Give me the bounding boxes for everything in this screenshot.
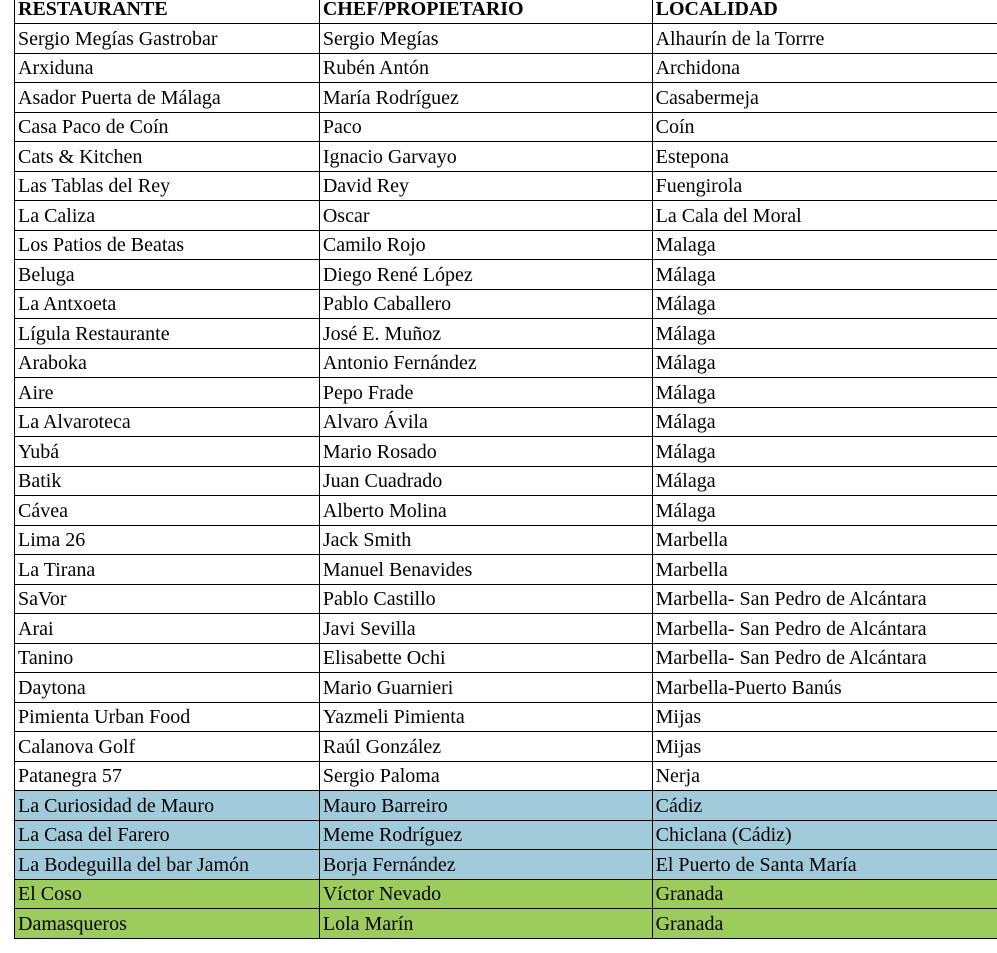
chef-cell[interactable]: Lola Marín	[319, 909, 652, 939]
table-row	[15, 407, 997, 437]
chef-cell[interactable]: Elisabette Ochi	[319, 643, 652, 673]
restaurant-cell[interactable]: La Curiosidad de Mauro	[15, 791, 320, 821]
restaurant-cell[interactable]: Yubá	[15, 437, 320, 467]
table-row	[15, 230, 997, 260]
table-row	[15, 614, 997, 644]
location-cell[interactable]: Cádiz	[652, 791, 997, 821]
restaurant-cell[interactable]: La Bodeguilla del bar Jamón	[15, 850, 320, 880]
table-row	[15, 761, 997, 791]
restaurant-cell[interactable]: Las Tablas del Rey	[15, 171, 320, 201]
header-row	[15, 0, 997, 24]
location-cell[interactable]: Marbella- San Pedro de Alcántara	[652, 643, 997, 673]
table-row	[15, 24, 997, 54]
table-row	[15, 53, 997, 83]
restaurant-cell[interactable]: Calanova Golf	[15, 732, 320, 762]
chef-cell[interactable]: Borja Fernández	[319, 850, 652, 880]
location-cell[interactable]: Coín	[652, 112, 997, 142]
restaurant-table	[14, 0, 997, 939]
table-row	[15, 525, 997, 555]
location-cell[interactable]: Chiclana (Cádiz)	[652, 820, 997, 850]
table-row	[15, 496, 997, 526]
restaurant-cell[interactable]: Daytona	[15, 673, 320, 703]
table-row	[15, 673, 997, 703]
restaurant-cell[interactable]: Cats & Kitchen	[15, 142, 320, 172]
restaurant-cell[interactable]: Batik	[15, 466, 320, 496]
chef-cell[interactable]: Meme Rodríguez	[319, 820, 652, 850]
restaurant-cell[interactable]: La Caliza	[15, 201, 320, 231]
table-row	[15, 171, 997, 201]
chef-cell[interactable]: Paco	[319, 112, 652, 142]
location-cell[interactable]: El Puerto de Santa María	[652, 850, 997, 880]
location-cell[interactable]: Málaga	[652, 466, 997, 496]
chef-cell[interactable]: Rubén Antón	[319, 53, 652, 83]
chef-cell[interactable]: Jack Smith	[319, 525, 652, 555]
location-cell[interactable]: Málaga	[652, 319, 997, 349]
location-cell[interactable]: Málaga	[652, 348, 997, 378]
table-row	[15, 879, 997, 909]
table-row	[15, 260, 997, 290]
location-cell[interactable]: Málaga	[652, 407, 997, 437]
header-restaurante[interactable]: RESTAURANTE	[15, 0, 320, 24]
location-cell[interactable]: Málaga	[652, 496, 997, 526]
location-cell[interactable]: Granada	[652, 879, 997, 909]
location-cell[interactable]: Málaga	[652, 260, 997, 290]
location-cell[interactable]: Granada	[652, 909, 997, 939]
restaurant-cell[interactable]: La Alvaroteca	[15, 407, 320, 437]
location-cell[interactable]: Alhaurín de la Torrre	[652, 24, 997, 54]
table-row	[15, 643, 997, 673]
chef-cell[interactable]: Pablo Castillo	[319, 584, 652, 614]
chef-cell[interactable]: Camilo Rojo	[319, 230, 652, 260]
restaurant-cell[interactable]: Beluga	[15, 260, 320, 290]
table-row	[15, 584, 997, 614]
chef-cell[interactable]: Juan Cuadrado	[319, 466, 652, 496]
restaurant-cell[interactable]: La Antxoeta	[15, 289, 320, 319]
chef-cell[interactable]: Manuel Benavides	[319, 555, 652, 585]
location-cell[interactable]: Archidona	[652, 53, 997, 83]
chef-cell[interactable]: Mario Rosado	[319, 437, 652, 467]
chef-cell[interactable]: Sergio Megías	[319, 24, 652, 54]
restaurant-cell[interactable]: Lima 26	[15, 525, 320, 555]
table-row	[15, 437, 997, 467]
chef-cell[interactable]: Sergio Paloma	[319, 761, 652, 791]
restaurant-cell[interactable]: Patanegra 57	[15, 761, 320, 791]
location-cell[interactable]: Estepona	[652, 142, 997, 172]
restaurant-cell[interactable]: Aire	[15, 378, 320, 408]
table-row	[15, 201, 997, 231]
restaurant-cell[interactable]: La Tirana	[15, 555, 320, 585]
chef-cell[interactable]: Alberto Molina	[319, 496, 652, 526]
location-cell[interactable]: Mijas	[652, 732, 997, 762]
header-chef-propietario[interactable]: CHEF/PROPIETARIO	[319, 0, 652, 24]
table-row	[15, 555, 997, 585]
restaurant-cell[interactable]: Sergio Megías Gastrobar	[15, 24, 320, 54]
chef-cell[interactable]: Raúl González	[319, 732, 652, 762]
table-row	[15, 820, 997, 850]
table-row	[15, 850, 997, 880]
restaurant-cell[interactable]: Arxiduna	[15, 53, 320, 83]
chef-cell[interactable]: María Rodríguez	[319, 83, 652, 113]
table-row	[15, 319, 997, 349]
restaurant-cell[interactable]: Damasqueros	[15, 909, 320, 939]
restaurant-cell[interactable]: Arai	[15, 614, 320, 644]
restaurant-cell[interactable]: Tanino	[15, 643, 320, 673]
header-localidad[interactable]: LOCALIDAD	[652, 0, 997, 24]
chef-cell[interactable]: Mauro Barreiro	[319, 791, 652, 821]
table-row	[15, 466, 997, 496]
location-cell[interactable]: Marbella	[652, 525, 997, 555]
restaurant-cell[interactable]: Asador Puerta de Málaga	[15, 83, 320, 113]
table-row	[15, 289, 997, 319]
restaurant-cell[interactable]: El Coso	[15, 879, 320, 909]
chef-cell[interactable]: José E. Muñoz	[319, 319, 652, 349]
restaurant-cell[interactable]: SaVor	[15, 584, 320, 614]
location-cell[interactable]: Marbella- San Pedro de Alcántara	[652, 584, 997, 614]
table-row	[15, 378, 997, 408]
location-cell[interactable]: La Cala del Moral	[652, 201, 997, 231]
table-row	[15, 348, 997, 378]
chef-cell[interactable]: Alvaro Ávila	[319, 407, 652, 437]
location-cell[interactable]: Marbella- San Pedro de Alcántara	[652, 614, 997, 644]
location-cell[interactable]: Mijas	[652, 702, 997, 732]
table-row	[15, 83, 997, 113]
table-row	[15, 791, 997, 821]
chef-cell[interactable]: Javi Sevilla	[319, 614, 652, 644]
chef-cell[interactable]: Ignacio Garvayo	[319, 142, 652, 172]
location-cell[interactable]: Málaga	[652, 437, 997, 467]
table-row	[15, 909, 997, 939]
restaurant-cell[interactable]: Pimienta Urban Food	[15, 702, 320, 732]
chef-cell[interactable]: Pablo Caballero	[319, 289, 652, 319]
location-cell[interactable]: Marbella-Puerto Banús	[652, 673, 997, 703]
restaurant-cell[interactable]: Cávea	[15, 496, 320, 526]
location-cell[interactable]: Casabermeja	[652, 83, 997, 113]
chef-cell[interactable]: Yazmeli Pimienta	[319, 702, 652, 732]
table-row	[15, 112, 997, 142]
restaurant-cell[interactable]: Casa Paco de Coín	[15, 112, 320, 142]
location-cell[interactable]: Málaga	[652, 378, 997, 408]
table-row	[15, 142, 997, 172]
table-row	[15, 732, 997, 762]
location-cell[interactable]: Malaga	[652, 230, 997, 260]
chef-cell[interactable]: Víctor Nevado	[319, 879, 652, 909]
restaurant-cell[interactable]: Araboka	[15, 348, 320, 378]
chef-cell[interactable]: Diego René López	[319, 260, 652, 290]
location-cell[interactable]: Marbella	[652, 555, 997, 585]
restaurant-cell[interactable]: Lígula Restaurante	[15, 319, 320, 349]
chef-cell[interactable]: Antonio Fernández	[319, 348, 652, 378]
table-row	[15, 702, 997, 732]
restaurant-cell[interactable]: La Casa del Farero	[15, 820, 320, 850]
location-cell[interactable]: Nerja	[652, 761, 997, 791]
chef-cell[interactable]: Mario Guarnieri	[319, 673, 652, 703]
restaurant-cell[interactable]: Los Patios de Beatas	[15, 230, 320, 260]
chef-cell[interactable]: David Rey	[319, 171, 652, 201]
location-cell[interactable]: Fuengirola	[652, 171, 997, 201]
chef-cell[interactable]: Pepo Frade	[319, 378, 652, 408]
chef-cell[interactable]: Oscar	[319, 201, 652, 231]
location-cell[interactable]: Málaga	[652, 289, 997, 319]
